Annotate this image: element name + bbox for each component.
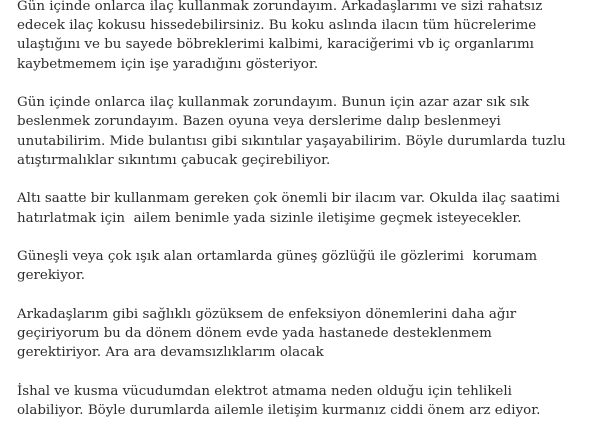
paragraph-sunglasses (17, 247, 587, 285)
text-line: edecek ilaç kokusu hissedebilirsiniz. Bu koku aslında ilacın tüm hücrelerime (17, 18, 537, 34)
text-line: olabiliyor. Böyle durumlarda ailemle iletişim kurmanız ciddi önem arz ediyor. (17, 403, 541, 419)
text-line: atıştırmalıklar sıkıntımı çabucak geçirebiliyor. (17, 152, 331, 168)
paragraph-diarrhea-vomiting (17, 382, 587, 420)
text-line: Altı saatte bir kullanmam gereken çok önemli bir ilacım var. Okulda ilaç saatimi (17, 191, 560, 207)
text-line: ulaştığını ve bu sayede böbreklerimi kalbimi, karaciğerimi vb iç organlarımı (17, 37, 534, 53)
text-line: unutabilirim. Mide bulantısı gibi sıkıntılar yaşayabilirim. Böyle durumlarda tuzlu (17, 133, 566, 149)
text-line: gerekiyor. (17, 268, 86, 284)
text-line: kaybetmemem için işe yaradığını gösteriyor. (17, 56, 319, 72)
paragraph-medication-smell (17, 0, 587, 74)
text-line: hatırlatmak için ailem benimle yada sizinle iletişime geçmek isteyecekler. (17, 210, 522, 226)
document-body (17, 0, 587, 440)
text-line: Gün içinde onlarca ilaç kullanmak zorundayım. Arkadaşlarımı ve sizi rahatsız (17, 0, 543, 14)
paragraph-infections-absence (17, 305, 587, 363)
text-line: beslenmek zorundayım. Bazen oyuna veya derslerime dalıp beslenmeyi (17, 114, 501, 130)
text-line: İshal ve kusma vücudumdan elektrot atmama neden olduğu için tehlikeli (17, 384, 512, 399)
text-line: Arkadaşlarım gibi sağlıklı gözüksem de enfeksiyon dönemlerini daha ağır (17, 307, 517, 322)
text-line: gerektiriyor. Ara ara devamsızlıklarım olacak (17, 345, 324, 361)
paragraph-medication-schedule (17, 189, 587, 227)
paragraph-frequent-eating (17, 93, 587, 170)
text-line: Gün içinde onlarca ilaç kullanmak zorundayım. Bunun için azar azar sık sık (17, 95, 530, 111)
text-line: geçiriyorum bu da dönem dönem evde yada hastanede desteklenmem (17, 326, 492, 342)
text-line: Güneşli veya çok ışık alan ortamlarda güneş gözlüğü ile gözlerimi korumam (17, 249, 538, 265)
